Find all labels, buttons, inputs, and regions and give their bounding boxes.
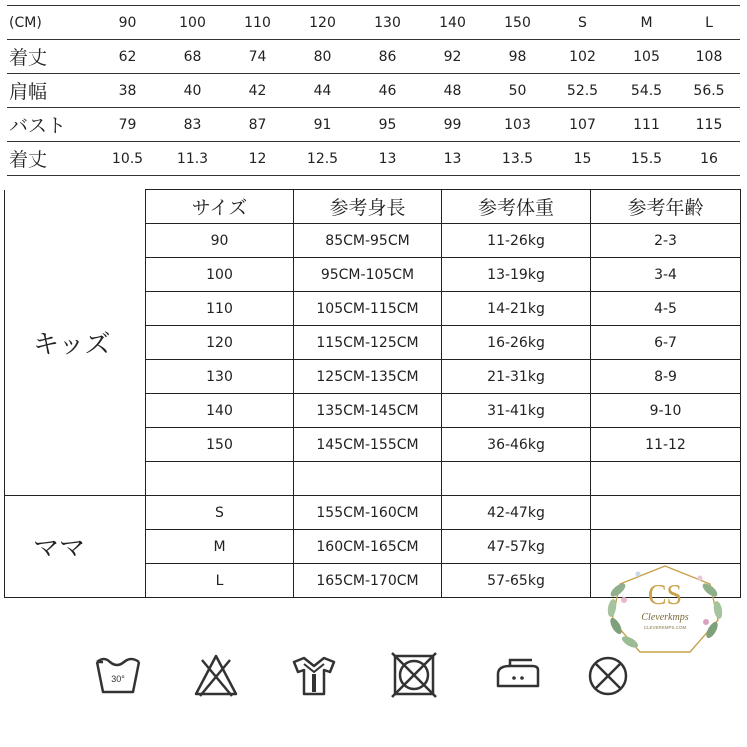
size-chart-cell: 98 (485, 40, 550, 74)
reference-cell: 4-5 (591, 292, 741, 326)
size-chart-cell: 80 (290, 40, 355, 74)
size-chart-cell: 44 (290, 74, 355, 108)
size-chart-header-cell: 90 (95, 6, 160, 40)
reference-cell: 85CM-95CM (294, 224, 442, 258)
reference-cell: 9-10 (591, 394, 741, 428)
size-chart-row-label (7, 40, 95, 74)
size-chart-row (7, 108, 740, 142)
reference-header-cell: 参考体重 (442, 190, 591, 224)
reference-cell: 100 (146, 258, 294, 292)
size-chart-header-cell: S (550, 6, 615, 40)
size-chart-cell: 62 (95, 40, 160, 74)
reference-cell: 130 (146, 360, 294, 394)
size-chart-table (7, 5, 740, 176)
reference-cell: 21-31kg (442, 360, 591, 394)
reference-cell: 110 (146, 292, 294, 326)
size-chart-row (7, 40, 740, 74)
size-chart-cell: 15 (550, 142, 615, 176)
reference-cell: 13-19kg (442, 258, 591, 292)
size-chart-cell: 91 (290, 108, 355, 142)
reference-cell: 120 (146, 326, 294, 360)
size-chart-cell: 50 (485, 74, 550, 108)
size-chart-header-cell: 100 (160, 6, 225, 40)
size-chart-cell: 13 (355, 142, 420, 176)
size-chart-header-cell: 110 (225, 6, 290, 40)
size-chart-header-cell: M (615, 6, 678, 40)
reference-cell: 145CM-155CM (294, 428, 442, 462)
reference-cell: 11-12 (591, 428, 741, 462)
size-chart-row-label-text: バスト (9, 115, 67, 137)
reference-header-row (5, 190, 741, 224)
reference-cell: 95CM-105CM (294, 258, 442, 292)
size-chart-cell: 54.5 (615, 74, 678, 108)
size-chart-body (7, 6, 740, 176)
size-chart-cell: 95 (355, 108, 420, 142)
reference-cell: M (146, 530, 294, 564)
size-chart-cell: 10.5 (95, 142, 160, 176)
reference-cell (591, 496, 741, 530)
size-chart-cell: 48 (420, 74, 485, 108)
reference-cell: 16-26kg (442, 326, 591, 360)
brand-logo (600, 560, 730, 660)
reference-header-cell: 参考身長 (294, 190, 442, 224)
reference-cell (591, 462, 741, 496)
size-chart-cell: 86 (355, 40, 420, 74)
reference-cell: 160CM-165CM (294, 530, 442, 564)
size-chart-header-cell: 120 (290, 6, 355, 40)
reference-cell: 31-41kg (442, 394, 591, 428)
size-chart-cell: 79 (95, 108, 160, 142)
size-chart-cell: 42 (225, 74, 290, 108)
size-chart-row-label (7, 108, 95, 142)
size-chart-cell: 107 (550, 108, 615, 142)
logo-monogram: CS (647, 580, 683, 611)
size-chart-cell: 16 (678, 142, 740, 176)
reference-cell: 47-57kg (442, 530, 591, 564)
size-chart-cell: 92 (420, 40, 485, 74)
size-chart-cell: 87 (225, 108, 290, 142)
size-chart-cell: 108 (678, 40, 740, 74)
size-chart-row-label (7, 142, 95, 176)
logo-name: Cleverkmps (641, 612, 689, 623)
reference-cell: 115CM-125CM (294, 326, 442, 360)
reference-cell (294, 462, 442, 496)
no-bleach-icon (192, 648, 240, 702)
size-chart-row-label-text: 着丈 (9, 47, 48, 69)
reference-cell: 140 (146, 394, 294, 428)
reference-header-cell: サイズ (146, 190, 294, 224)
iron-medium-icon (490, 648, 544, 702)
size-chart-cell: 15.5 (615, 142, 678, 176)
size-chart-cell: 12 (225, 142, 290, 176)
reference-cell: 105CM-115CM (294, 292, 442, 326)
size-chart-cell: 40 (160, 74, 225, 108)
reference-cell: 150 (146, 428, 294, 462)
size-chart-cell: 83 (160, 108, 225, 142)
reference-cell: 135CM-145CM (294, 394, 442, 428)
size-chart-cell: 11.3 (160, 142, 225, 176)
reference-cell: 11-26kg (442, 224, 591, 258)
size-chart-header-cell: L (678, 6, 740, 40)
size-chart-row-label-text: 肩幅 (9, 81, 48, 103)
size-chart-header-row (7, 6, 740, 40)
size-chart-cell: 38 (95, 74, 160, 108)
size-chart-row (7, 74, 740, 108)
wash-temp-label: 30° (111, 674, 125, 684)
no-tumble-dry-icon (390, 648, 438, 702)
size-chart-cell: 13.5 (485, 142, 550, 176)
reference-cell: 14-21kg (442, 292, 591, 326)
wash-30-icon (94, 648, 142, 702)
hang-dry-icon (290, 648, 338, 702)
size-chart-cell: 103 (485, 108, 550, 142)
size-chart-header-cell: 150 (485, 6, 550, 40)
size-chart-cell: 105 (615, 40, 678, 74)
reference-cell: 125CM-135CM (294, 360, 442, 394)
reference-cell: 165CM-170CM (294, 564, 442, 598)
size-chart-cell: 102 (550, 40, 615, 74)
reference-cell: 57-65kg (442, 564, 591, 598)
logo-tagline: CLEVERKMPS.COM (643, 625, 687, 630)
reference-cell: 36-46kg (442, 428, 591, 462)
size-chart-row-label-text: 着丈 (9, 149, 48, 171)
size-chart-cell: 68 (160, 40, 225, 74)
reference-cell: 3-4 (591, 258, 741, 292)
size-chart-cell: 115 (678, 108, 740, 142)
size-chart-cell: 12.5 (290, 142, 355, 176)
reference-cell: 8-9 (591, 360, 741, 394)
size-chart-cell: 74 (225, 40, 290, 74)
size-chart-cell: 56.5 (678, 74, 740, 108)
size-chart-row (7, 142, 740, 176)
reference-row (5, 496, 741, 530)
size-chart-unit-label: (CM) (7, 6, 95, 40)
reference-cell: 90 (146, 224, 294, 258)
size-chart-cell: 46 (355, 74, 420, 108)
reference-cell: L (146, 564, 294, 598)
size-chart-cell: 13 (420, 142, 485, 176)
size-chart-cell: 99 (420, 108, 485, 142)
size-chart-header-cell: 140 (420, 6, 485, 40)
reference-cell: 6-7 (591, 326, 741, 360)
reference-cell (146, 462, 294, 496)
reference-group-label: キッズ (5, 190, 146, 496)
reference-header-cell: 参考年齢 (591, 190, 741, 224)
reference-cell: 2-3 (591, 224, 741, 258)
reference-table-body (5, 190, 741, 598)
size-chart-header-cell: 130 (355, 6, 420, 40)
reference-cell: 155CM-160CM (294, 496, 442, 530)
reference-group-label: ママ (5, 496, 146, 598)
size-chart-row-label (7, 74, 95, 108)
reference-table (4, 189, 741, 598)
size-chart-cell: 111 (615, 108, 678, 142)
size-chart-cell: 52.5 (550, 74, 615, 108)
reference-cell (591, 530, 741, 564)
reference-cell: S (146, 496, 294, 530)
reference-cell: 42-47kg (442, 496, 591, 530)
reference-cell (442, 462, 591, 496)
